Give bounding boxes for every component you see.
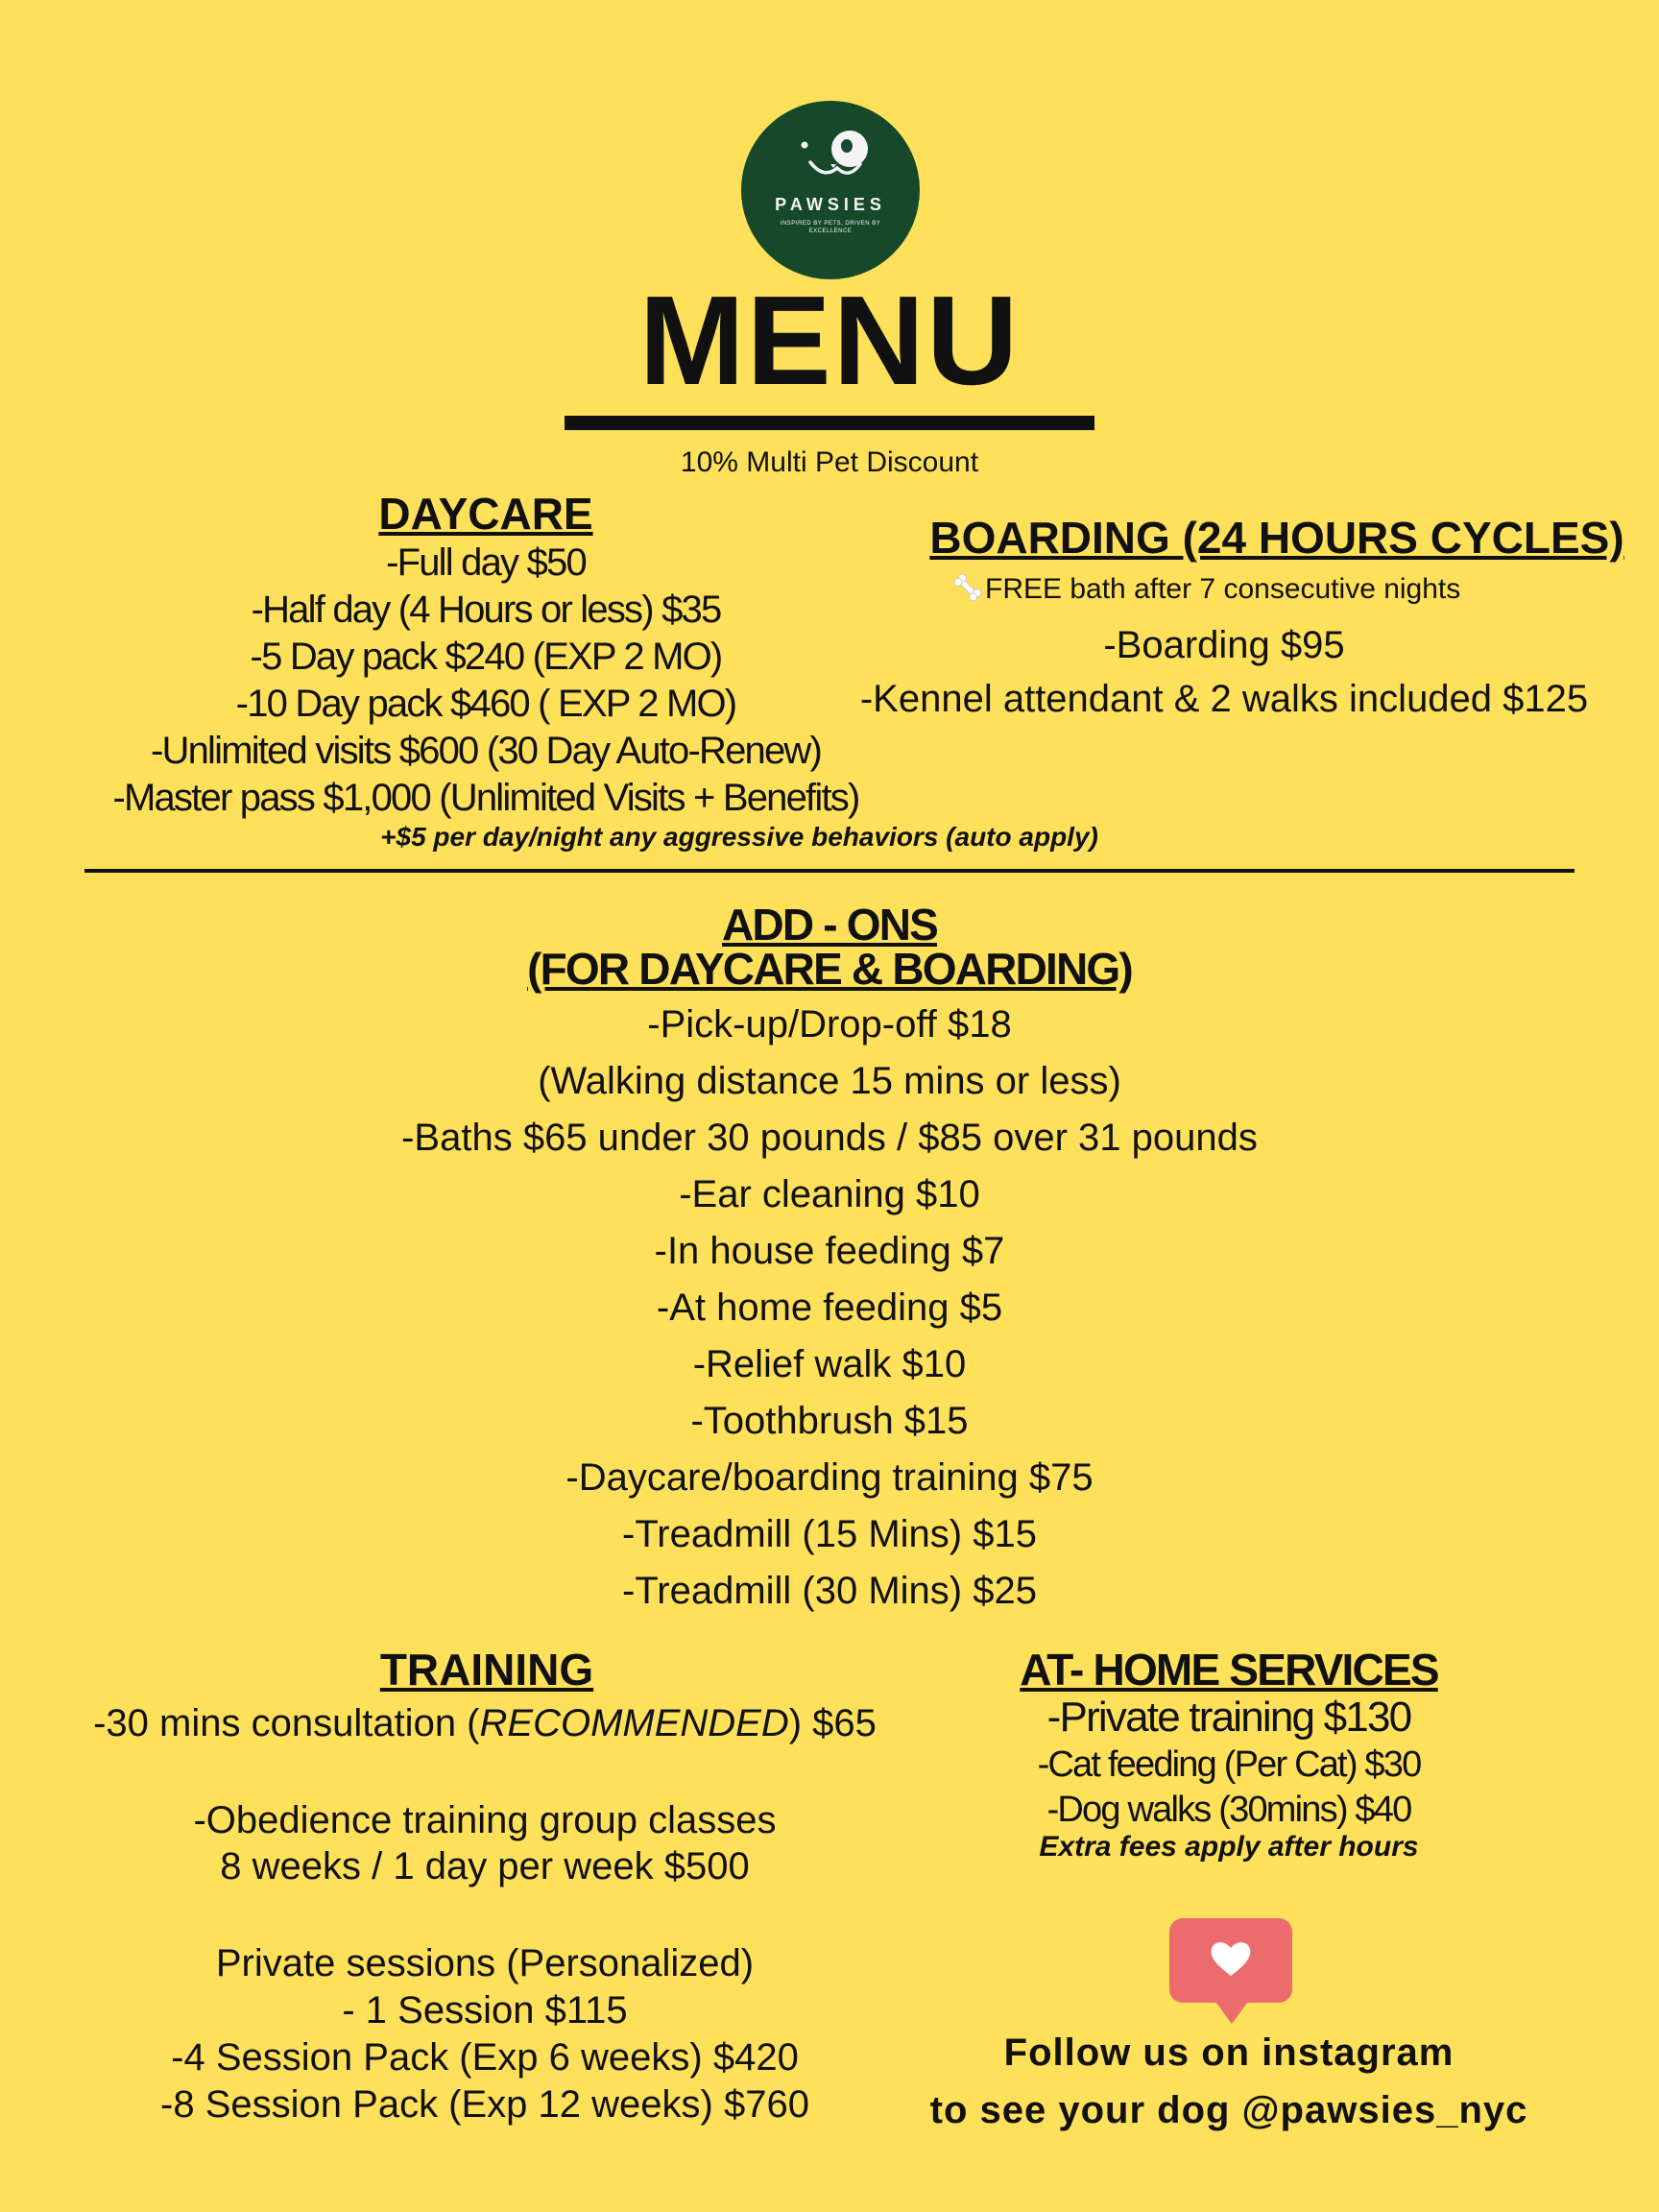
at-home-item: -Cat feeding (Per Cat) $30 xyxy=(1037,1744,1421,1785)
boarding-perk xyxy=(950,573,1460,606)
boarding-item: -Kennel attendant & 2 walks included $125 xyxy=(859,678,1589,720)
addon-item: -Baths $65 under 30 pounds / $85 over 31 pounds xyxy=(401,1117,1258,1159)
group-classes xyxy=(19,1797,950,1889)
private-session-item: -4 Session Pack (Exp 6 weeks) $420 xyxy=(171,2036,799,2079)
pawsies-logo xyxy=(741,101,920,279)
boarding-item: -Boarding $95 xyxy=(1103,624,1345,666)
multi-pet-discount: 10% Multi Pet Discount xyxy=(680,446,979,478)
logo-brand: PAWSIES xyxy=(775,195,886,214)
at-home-list xyxy=(864,1693,1594,1833)
addon-item: -Ear cleaning $10 xyxy=(679,1173,980,1215)
addon-item: -Pick-up/Drop-off $18 xyxy=(647,1003,1012,1046)
addon-item: -Relief walk $10 xyxy=(692,1343,967,1385)
instagram-line: Follow us on instagram xyxy=(1003,2032,1455,2074)
daycare-item: -Full day $50 xyxy=(386,541,586,584)
boarding-perk-text: FREE bath after 7 consecutive nights xyxy=(985,573,1461,605)
title-divider xyxy=(565,416,1094,430)
after-hours-note: Extra fees apply after hours xyxy=(1039,1831,1419,1863)
private-session-item: -8 Session Pack (Exp 12 weeks) $760 xyxy=(160,2083,809,2126)
daycare-item: -Master pass $1,000 (Unlimited Visits + Benefits) xyxy=(112,777,859,819)
private-session-item: - 1 Session $115 xyxy=(342,1989,628,2032)
daycare-item: -10 Day pack $460 ( EXP 2 MO) xyxy=(235,683,736,725)
group-classes-line: 8 weeks / 1 day per week $500 xyxy=(220,1845,750,1887)
daycare-heading: DAYCARE xyxy=(378,489,593,539)
group-classes-line: -Obedience training group classes xyxy=(193,1799,777,1841)
addon-item: -In house feeding $7 xyxy=(654,1230,1005,1272)
private-sessions-heading: Private sessions (Personalized) xyxy=(215,1942,755,1984)
badge-pointer xyxy=(1214,1999,1250,2024)
bone-icon xyxy=(950,573,985,602)
at-home-item: -Dog walks (30mins) $40 xyxy=(1046,1790,1411,1830)
consultation-recommended: RECOMMENDED xyxy=(479,1702,789,1744)
daycare-item: -Unlimited visits $600 (30 Day Auto-Renew) xyxy=(150,730,822,772)
addon-item: -Daycare/boarding training $75 xyxy=(565,1456,1094,1499)
daycare-item: -5 Day pack $240 (EXP 2 MO) xyxy=(250,636,722,678)
addon-item: -Treadmill (30 Mins) $25 xyxy=(622,1570,1037,1612)
instagram-like-badge xyxy=(1169,1918,1292,2003)
training-consultation xyxy=(19,1702,950,1745)
at-home-heading: AT- HOME SERVICES xyxy=(1020,1645,1438,1695)
daycare-item: -Half day (4 Hours or less) $35 xyxy=(251,589,721,631)
consultation-prefix: -30 mins consultation ( xyxy=(93,1702,480,1744)
addon-item: (Walking distance 15 mins or less) xyxy=(538,1060,1121,1102)
at-home-item: -Private training $130 xyxy=(1046,1694,1411,1741)
addons-heading-line: (FOR DAYCARE & BOARDING) xyxy=(527,944,1132,994)
addon-item: -Treadmill (15 Mins) $15 xyxy=(622,1513,1037,1555)
heart-icon xyxy=(1210,1939,1252,1978)
daycare-list xyxy=(19,540,952,822)
logo-tagline: INSPIRED BY PETS, DRIVEN BY EXCELLENCE xyxy=(780,221,881,234)
boarding-list xyxy=(826,618,1623,726)
training-heading: TRAINING xyxy=(379,1645,594,1695)
boarding-heading: BOARDING (24 HOURS CYCLES) xyxy=(929,513,1624,563)
instagram-handle-line: to see your dog @pawsies_nyc xyxy=(929,2089,1528,2131)
addon-item: -At home feeding $5 xyxy=(656,1286,1003,1329)
dog-face-icon xyxy=(741,101,920,279)
addon-item: -Toothbrush $15 xyxy=(690,1400,969,1442)
aggressive-behavior-note: +$5 per day/night any aggressive behaviors (auto apply) xyxy=(380,822,1098,852)
addons-list xyxy=(192,997,1467,1620)
consultation-price: ) $65 xyxy=(788,1702,877,1744)
page-title: MENU xyxy=(638,270,1021,411)
private-sessions xyxy=(19,1940,950,2128)
section-divider xyxy=(84,869,1575,873)
addons-heading xyxy=(346,900,1313,994)
instagram-callout xyxy=(893,2024,1565,2139)
addons-heading-line: ADD - ONS xyxy=(721,900,938,950)
